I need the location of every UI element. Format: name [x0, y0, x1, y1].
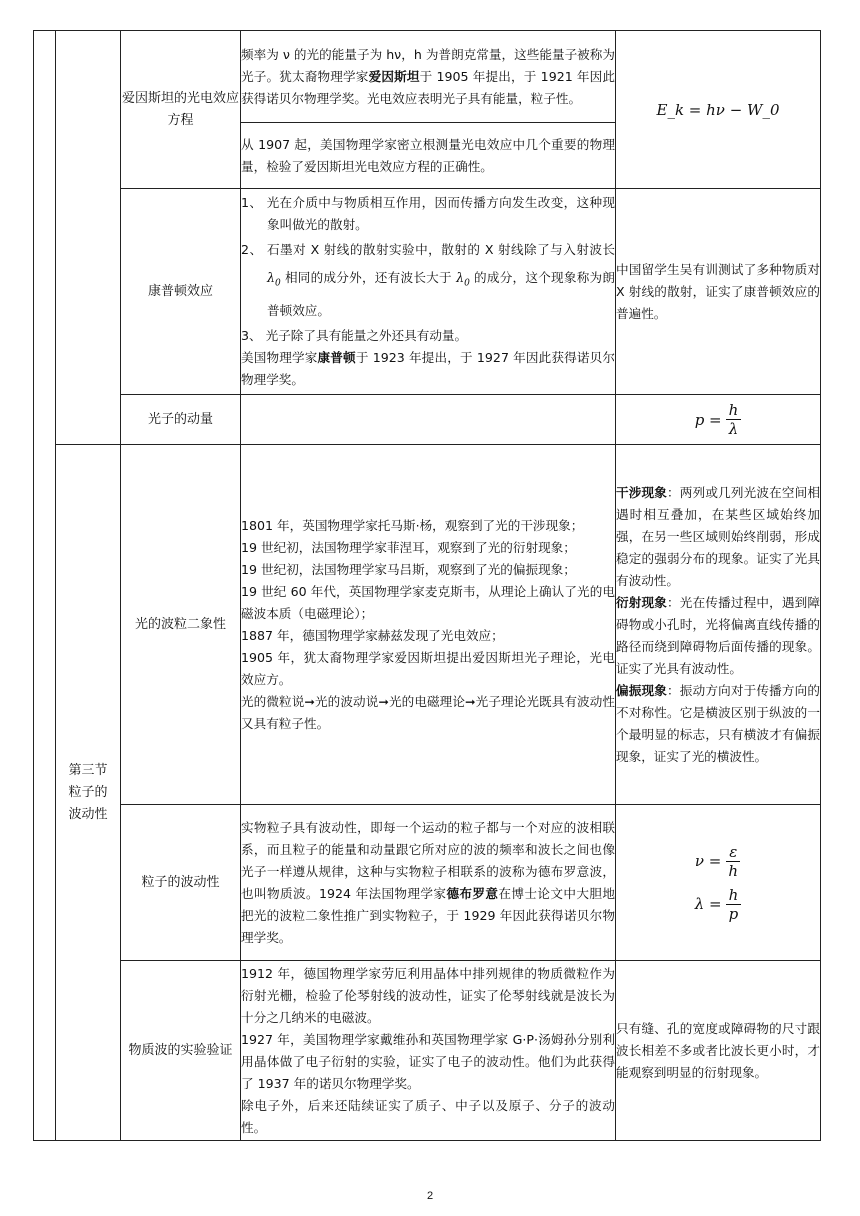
note-diffraction: 衍射现象：光在传播过程中，遇到障碍物或小孔时，光将偏离直线传播的路径而绕到障碍物后面传播的现象。证实了光具有波动性。 — [616, 594, 821, 676]
fraction: $\frac{h}{p}$ — [726, 886, 742, 923]
physics-notes-table — [33, 30, 821, 1141]
matter-wave-history — [241, 961, 616, 1141]
compton-description — [241, 189, 616, 395]
table-row — [34, 805, 821, 961]
history-line: 1912 年，德国物理学家劳厄利用晶体中排列规律的物质微粒作为衍射光栅，检验了伦琴射线的波动性，证实了伦琴射线就是波长为十分之几纳米的电磁波。 — [241, 965, 615, 1025]
compton-credit: 美国物理学家康普顿于 1923 年提出，于 1927 年因此获得诺贝尔物理学奖。 — [241, 350, 616, 388]
topic-particle-wave: 粒子的波动性 — [121, 805, 241, 961]
topic-einstein-equation: 爱因斯坦的光电效应方程 — [121, 31, 241, 189]
einstein-description: 频率为 ν 的光的能量子为 hν，h 为普朗克常量，这些能量子被称为光子。犹太裔物理学家爱因斯坦于 1905 年提出，于 1921 年因此获得诺贝尔物理学奖。光电效应表明光子具有能量，粒子性。 — [241, 31, 616, 123]
history-line: 19 世纪初，法国物理学家马吕斯，观察到了光的偏振现象； — [241, 561, 576, 577]
momentum-formula: p = $\frac{h}{\lambda}$ — [616, 395, 821, 445]
topic-photon-momentum: 光子的动量 — [121, 395, 241, 445]
compton-note: 中国留学生吴有训测试了多种物质对 X 射线的散射，证实了康普顿效应的普遍性。 — [616, 189, 821, 395]
outer-margin-cell — [34, 31, 56, 1141]
millikan-description: 从 1907 起，美国物理学家密立根测量光电效应中几个重要的物理量，检验了爱因斯坦光电效应方程的正确性。 — [241, 123, 616, 189]
topic-compton-effect: 康普顿效应 — [121, 189, 241, 395]
table-row — [34, 961, 821, 1141]
table-row — [34, 395, 821, 445]
table-row — [34, 445, 821, 805]
note-interference: 干涉现象：两列或几列光波在空间相遇时相互叠加，在某些区域始终加强，在另一些区域则始终削弱，形成稳定的强弱分布的现象。证实了光具有波动性。 — [616, 484, 821, 588]
fraction: $\frac{h}{\lambda}$ — [726, 401, 742, 438]
previous-section-cell — [56, 31, 121, 445]
table-row — [34, 31, 821, 123]
compton-item-3: 3、 光子除了具有能量之外还具有动量。 — [241, 328, 468, 344]
fraction: $\frac{\varepsilon}{h}$ — [725, 843, 741, 880]
history-line: 19 世纪 60 年代，英国物理学家麦克斯韦，从理论上确认了光的电磁波本质（电磁理论）； — [241, 583, 615, 621]
note-polarization: 偏振现象：振动方向对于传播方向的不对称性。它是横波区别于纵波的一个最明显的标志，只有横波才有偏振现象，证实了光的横波性。 — [616, 682, 821, 764]
history-line: 光的微粒说➞光的波动说➞光的电磁理论➞光子理论光既具有波动性又具有粒子性。 — [241, 693, 615, 731]
einstein-formula: E_k = hν − W_0 — [616, 31, 821, 189]
compton-item-2: 2、 石墨对 X 射线的散射实验中，散射的 X 射线除了与入射波长 $\lambda_0$ 相同的成分外，还有波长大于 $\lambda_0$ 的成分，这个现象称为朗普顿效应。 — [241, 241, 615, 319]
de-broglie-description: 实物粒子具有波动性，即每一个运动的粒子都与一个对应的波相联系，而且粒子的能量和动量跟它所对应的波的频率和波长之间也像光子一样遵从规律，这种与实物粒子相联系的波称为德布罗意波，也叫物质波。1924 年法国物理学家德布罗意在博士论文中大胆地把光的波粒二象性推广到实物粒子，于 1929 年因此获得诺贝尔物理学奖。 — [241, 805, 616, 961]
duality-history — [241, 445, 616, 805]
lambda-zero-symbol: $\lambda_0$ — [456, 269, 470, 289]
de-broglie-name: 德布罗意 — [446, 885, 499, 901]
history-line: 19 世纪初，法国物理学家菲涅耳，观察到了光的衍射现象； — [241, 539, 576, 555]
history-line: 1905 年，犹太裔物理学家爱因斯坦提出爱因斯坦光子理论，光电效应方。 — [241, 649, 615, 687]
duality-notes — [616, 445, 821, 805]
empty-cell — [241, 395, 616, 445]
de-broglie-formulas: ν = $\frac{\varepsilon}{h}$ λ = $\frac{h}{p}$ — [616, 805, 821, 961]
history-line: 除电子外，后来还陆续证实了质子、中子以及原子、分子的波动性。 — [241, 1097, 615, 1135]
topic-wave-particle-duality: 光的波粒二象性 — [121, 445, 241, 805]
table-row — [34, 189, 821, 395]
compton-name: 康普顿 — [317, 350, 356, 366]
page-number: 2 — [426, 1190, 434, 1202]
section-title: 第三节 粒子的 波动性 — [56, 445, 121, 1141]
topic-matter-wave-verification: 物质波的实验验证 — [121, 961, 241, 1141]
matter-wave-note: 只有缝、孔的宽度或障碍物的尺寸跟波长相差不多或者比波长更小时，才能观察到明显的衍射现象。 — [616, 961, 821, 1141]
einstein-name: 爱因斯坦 — [368, 68, 420, 84]
history-line: 1887 年，德国物理学家赫兹发现了光电效应； — [241, 627, 504, 643]
lambda-zero-symbol: $\lambda_0$ — [267, 269, 281, 289]
history-line: 1927 年，美国物理学家戴维孙和英国物理学家 G·P·汤姆孙分别利用晶体做了电子衍射的实验，证实了电子的波动性。他们为此获得了 1937 年的诺贝尔物理学奖。 — [241, 1031, 615, 1091]
history-line: 1801 年，英国物理学家托马斯·杨，观察到了光的干涉现象； — [241, 517, 584, 533]
compton-item-1: 1、 光在介质中与物质相互作用，因而传播方向发生改变，这种现象叫做光的散射。 — [241, 194, 615, 232]
